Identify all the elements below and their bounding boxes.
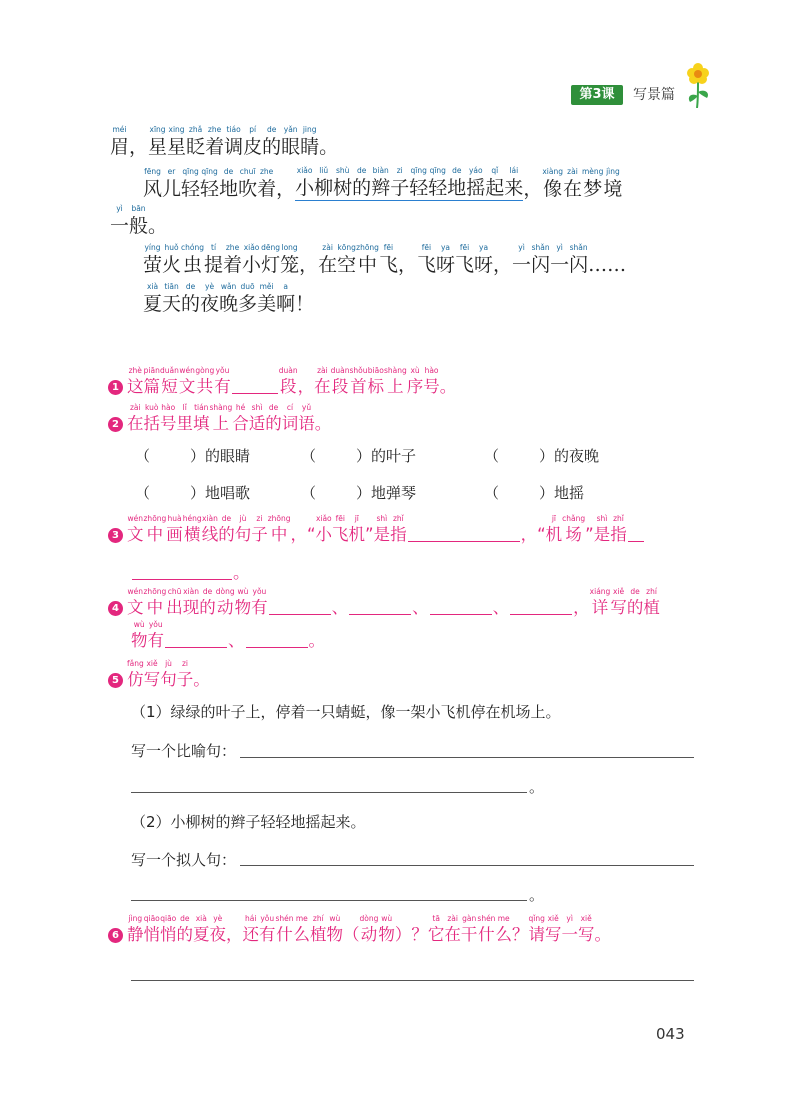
ruby-char: wén 文 [178, 366, 196, 396]
period: 。 [529, 886, 545, 904]
ruby-char: yè 夜 [209, 914, 226, 944]
ruby-char: shén 什 [275, 914, 294, 944]
example-sentence-2: （2）小柳树的辫子轻轻地摇起来。 [131, 813, 366, 831]
ruby-char: liǔ 柳 [314, 166, 334, 199]
ruby-char: xù 序 [406, 366, 424, 396]
ruby-char: 。 [314, 414, 332, 433]
ruby-char: huà 画 [166, 514, 183, 544]
ruby-char: yì 一 [110, 204, 130, 237]
period: 。 [308, 631, 325, 650]
ruby-char: ， [276, 178, 296, 200]
ruby-char: 。 [148, 215, 168, 237]
ruby-char: ， [523, 178, 543, 200]
answer-blank-plant-1[interactable] [165, 647, 227, 648]
ruby-char: lái 来 [504, 166, 524, 199]
section-title: 写景篇 [633, 87, 675, 103]
ruby-char: qīng 轻 [409, 166, 429, 199]
ruby-char: jù 句 [234, 514, 252, 544]
ruby-char: yè 夜 [200, 282, 220, 315]
ruby-char: shàng 上 [209, 403, 233, 433]
question-2 [108, 403, 331, 435]
ruby-char: a 啊 [276, 282, 296, 315]
ruby-char: zhe 着 [205, 125, 225, 158]
ruby-char: zài 在 [562, 167, 582, 200]
passage-line-5 [143, 282, 314, 316]
question-number-2: 2 [108, 417, 123, 432]
ruby-char: de 地 [219, 167, 239, 200]
fill-row-1c [484, 445, 599, 466]
ruby-char: xīng 星 [148, 125, 168, 158]
ruby-char: long 笼 [280, 243, 300, 276]
question-1 [108, 366, 456, 398]
ruby-char: ，“ [520, 525, 546, 544]
ruby-char: ” [585, 525, 594, 544]
personification-answer-line-2[interactable] [131, 900, 527, 901]
ruby-char: me 么 [495, 914, 512, 944]
answer-blank-jichang-cont[interactable] [132, 579, 232, 580]
ruby-char: ， [129, 136, 149, 158]
ruby-char: zi 子 [390, 166, 410, 199]
ruby-char: xiǎo 小 [242, 243, 262, 276]
answer-blank-feiji[interactable] [408, 541, 520, 542]
ruby-char: ya 呀 [474, 243, 494, 276]
ruby-char: de 的 [199, 587, 216, 617]
answer-blank-animal-1[interactable] [269, 614, 331, 615]
ruby-char: shì 是 [373, 514, 391, 544]
ruby-char: wù 物 [131, 620, 148, 650]
ruby-char: yì 一 [550, 243, 570, 276]
ruby-char: chū 出 [166, 587, 183, 617]
ruby-char: jī 机 [348, 514, 366, 544]
ruby-char: de 的 [352, 166, 372, 199]
ruby-char: xing 星 [167, 125, 187, 158]
ruby-char: hào 号 [423, 366, 440, 396]
ruby-char: de 的 [262, 125, 282, 158]
ruby-char: de 地 [447, 166, 467, 199]
ruby-char: zhōng 中 [267, 514, 291, 544]
ruby-char: jìng 境 [603, 167, 623, 200]
ruby-char: xiǎo 小 [315, 514, 333, 544]
ruby-char: zi 子 [251, 514, 268, 544]
ruby-char: zhǐ 指 [390, 514, 407, 544]
ruby-char: méi 眉 [110, 125, 130, 158]
ruby-char: zài 在 [318, 243, 338, 276]
ruby-char: tiáo 调 [224, 125, 244, 158]
ruby-char: fǎng 仿 [127, 659, 144, 689]
answer-blank-paragraph-count[interactable] [232, 393, 278, 394]
ruby-char: zhí 植 [643, 587, 660, 617]
fill-row-1 [135, 445, 250, 466]
answer-blank-animal-4[interactable] [510, 614, 572, 615]
q6-answer-line[interactable] [131, 980, 694, 981]
ruby-char: xiàng 像 [542, 167, 563, 200]
ruby-char: zhōng 中 [143, 587, 167, 617]
ruby-char: hé 合 [232, 403, 249, 433]
ruby-char: jìng 静 [127, 914, 144, 944]
ruby-char: biàn 辫 [371, 166, 391, 199]
ruby-char: ， [297, 377, 315, 396]
ruby-char: （ [343, 925, 360, 944]
question-number-5: 5 [108, 673, 123, 688]
ruby-char: qīng 轻 [181, 167, 201, 200]
ruby-char: ！ [295, 293, 315, 315]
question-4 [108, 587, 660, 619]
simile-prompt: 写一个比喻句： [131, 742, 237, 760]
ruby-char: jī 机 [545, 514, 563, 544]
ruby-char: yǒu 有 [214, 366, 231, 396]
ruby-char: yǎn 眼 [281, 125, 301, 158]
ruby-char: huǒ 火 [162, 243, 182, 276]
ruby-char: wù 物 [326, 914, 344, 944]
ruby-char: zhōng 中 [356, 243, 379, 276]
ruby-char: chóng 虫 [181, 243, 205, 276]
ruby-char: tián 填 [193, 403, 210, 433]
answer-blank-animal-2[interactable] [349, 614, 411, 615]
answer-blank-jichang[interactable] [628, 541, 644, 542]
ruby-char: tiān 天 [162, 282, 182, 315]
ruby-char: zhǎ 眨 [186, 125, 206, 158]
ruby-char: yì 一 [561, 914, 578, 944]
ruby-char: xià 夏 [143, 282, 163, 315]
ruby-char: shì 适 [248, 403, 266, 433]
ruby-char: wù 物 [378, 914, 395, 944]
ruby-char: lǐ 里 [176, 403, 193, 433]
lesson-badge: 第3课 [571, 85, 623, 105]
ruby-char: jù 句 [160, 659, 177, 689]
ruby-char: qiāo 悄 [160, 914, 177, 944]
ruby-char: shǒu 首 [349, 366, 368, 396]
ruby-char: dòng 动 [359, 914, 379, 944]
fill-row-1b [301, 445, 416, 466]
question-5 [108, 659, 210, 691]
ruby-char: yǔ 语 [298, 403, 315, 433]
ruby-char: yáo 摇 [466, 166, 486, 199]
ruby-char: duǎn 短 [160, 366, 179, 396]
answer-blank-animal-3[interactable] [430, 614, 492, 615]
ruby-char: wén 文 [127, 514, 144, 544]
ruby-char: xiě 写 [577, 914, 595, 944]
ruby-char: ， [397, 254, 417, 276]
ruby-char: héng 横 [182, 514, 202, 544]
ruby-char: qǐ 起 [485, 166, 505, 199]
period: 。 [233, 563, 250, 582]
ruby-char: qīng 轻 [200, 167, 220, 200]
ruby-char: er 儿 [162, 167, 182, 200]
ruby-char: wén 文 [127, 587, 144, 617]
ruby-char: yì 一 [512, 243, 532, 276]
ruby-char: zhí 植 [310, 914, 327, 944]
ruby-char: ， [573, 598, 590, 617]
passage-line-3 [110, 204, 167, 238]
ruby-char: hái 还 [242, 914, 259, 944]
ruby-char: shén 什 [477, 914, 496, 944]
ruby-char: …… [588, 254, 627, 276]
fill-item[interactable]: （ ）的叶子 [301, 447, 417, 465]
fill-item[interactable]: （ ）地摇 [484, 484, 585, 502]
ruby-char: biāo 标 [367, 366, 385, 396]
ruby-char: zhǐ 指 [610, 514, 627, 544]
question-number-6: 6 [108, 928, 123, 943]
ruby-char: duō 多 [238, 282, 258, 315]
ruby-char: piān 篇 [143, 366, 160, 396]
separator: 、 [492, 598, 510, 617]
ruby-char: ” [365, 525, 374, 544]
ruby-char: fēng 风 [143, 167, 163, 200]
ruby-char: de 的 [626, 587, 644, 617]
ruby-char: qiāo 悄 [143, 914, 160, 944]
example-sentence-1: （1）绿绿的叶子上，停着一只蜻蜓，像一架小飞机停在机场上。 [131, 703, 561, 721]
ruby-char: ， [226, 925, 243, 944]
ruby-char: wù 物 [234, 587, 252, 617]
ruby-char: xiáng 详 [589, 587, 611, 617]
page-number: 043 [656, 1025, 685, 1043]
ruby-char: yǒu 有 [147, 620, 164, 650]
ruby-char: ， [493, 254, 513, 276]
question-3 [108, 514, 645, 546]
personification-answer-line-1[interactable] [240, 865, 694, 866]
ruby-char: xià 夏 [193, 914, 210, 944]
ruby-char: qǐng 请 [528, 914, 545, 944]
fill-item[interactable]: （ ）地唱歌 [135, 484, 251, 502]
ruby-char: zài 在 [444, 914, 461, 944]
ruby-char: ，“ [290, 525, 316, 544]
ruby-char: zhōng 中 [143, 514, 167, 544]
ruby-char: shǎn 闪 [531, 243, 551, 276]
ruby-char: ）？ [394, 925, 428, 944]
fill-row-2b [301, 482, 416, 503]
ruby-char: de 的 [218, 514, 235, 544]
ruby-char: de 的 [176, 914, 193, 944]
answer-blank-plant-2[interactable] [246, 647, 308, 648]
ruby-char: 。 [193, 670, 210, 689]
ruby-char: duàn 段 [330, 366, 350, 396]
question-4-cont [131, 620, 325, 652]
ruby-char: xiàn 现 [182, 587, 200, 617]
ruby-char: kōng 空 [337, 243, 357, 276]
ruby-char: zài 在 [127, 403, 144, 433]
separator: 、 [331, 598, 349, 617]
ruby-char: gòng 共 [195, 366, 215, 396]
ruby-char: 。 [439, 377, 457, 396]
ruby-char: qīng 轻 [428, 166, 448, 199]
ruby-char: cí 词 [281, 403, 299, 433]
question-3-cont [131, 562, 250, 584]
passage-line-1 [110, 125, 338, 159]
ruby-char: mèng 梦 [581, 167, 604, 200]
ruby-char: chǎng 场 [562, 514, 586, 544]
ruby-char: duàn 段 [278, 366, 298, 396]
ruby-char: bān 般 [129, 204, 149, 237]
ruby-char: ya 呀 [435, 243, 455, 276]
ruby-char: yǒu 有 [259, 914, 276, 944]
ruby-char: yǒu 有 [251, 587, 268, 617]
ruby-char: zhe 着 [257, 167, 277, 200]
simile-answer-line-2[interactable] [131, 792, 527, 793]
ruby-char: shàng 上 [384, 366, 407, 396]
ruby-char: shǎn 闪 [569, 243, 589, 276]
ruby-char: shì 是 [593, 514, 611, 544]
ruby-char: me 么 [293, 914, 311, 944]
ruby-char: xiǎo 小 [295, 166, 315, 199]
fill-row-2 [135, 482, 250, 503]
ruby-char: xiě 写 [544, 914, 562, 944]
fill-row-2c [484, 482, 584, 503]
ruby-char: zài 在 [314, 366, 331, 396]
period: 。 [529, 778, 545, 796]
ruby-char: ？ [511, 925, 529, 944]
question-6 [108, 914, 611, 946]
passage-line-2 [143, 166, 622, 201]
ruby-char: měi 美 [257, 282, 277, 315]
ruby-char: xiě 写 [610, 587, 627, 617]
ruby-char: tí 提 [204, 243, 224, 276]
question-number-3: 3 [108, 528, 123, 543]
ruby-char: chuī 吹 [238, 167, 258, 200]
ruby-char: fēi 飞 [416, 243, 436, 276]
ruby-char: xiě 写 [143, 659, 161, 689]
simile-answer-line-1[interactable] [240, 757, 694, 758]
passage-line-4 [143, 243, 626, 277]
fill-item[interactable]: （ ）地弹琴 [301, 484, 417, 502]
ruby-char: pí 皮 [243, 125, 263, 158]
ruby-char: fēi 飞 [378, 243, 398, 276]
question-number-4: 4 [108, 601, 123, 616]
ruby-char: yíng 萤 [143, 243, 163, 276]
personification-prompt: 写一个拟人句： [131, 851, 237, 869]
separator: 、 [412, 598, 429, 617]
ruby-char: 。 [319, 136, 339, 158]
ruby-char: zhè 这 [127, 366, 144, 396]
ruby-char: dòng 动 [215, 587, 235, 617]
ruby-char: fēi 飞 [455, 243, 475, 276]
ruby-char: hào 号 [160, 403, 177, 433]
ruby-char: ， [299, 254, 319, 276]
fill-item[interactable]: （ ）的眼睛 [135, 447, 251, 465]
ruby-char: kuò 括 [143, 403, 160, 433]
ruby-char: fēi 飞 [332, 514, 349, 544]
ruby-char: jing 睛 [300, 125, 320, 158]
ruby-char: de 的 [265, 403, 282, 433]
ruby-char: gàn 干 [460, 914, 478, 944]
fill-item[interactable]: （ ）的夜晚 [484, 447, 600, 465]
ruby-char: de 的 [181, 282, 201, 315]
ruby-char: xiàn 线 [201, 514, 219, 544]
ruby-char: zi 子 [176, 659, 194, 689]
separator: 、 [228, 631, 245, 650]
question-number-1: 1 [108, 380, 123, 395]
ruby-char: wǎn 晚 [219, 282, 239, 315]
ruby-char: 。 [594, 925, 611, 944]
ruby-char: shù 树 [333, 166, 353, 199]
ruby-char: tā 它 [427, 914, 445, 944]
flower-icon [684, 62, 712, 108]
ruby-char: dēng 灯 [261, 243, 281, 276]
ruby-char: zhe 着 [223, 243, 243, 276]
